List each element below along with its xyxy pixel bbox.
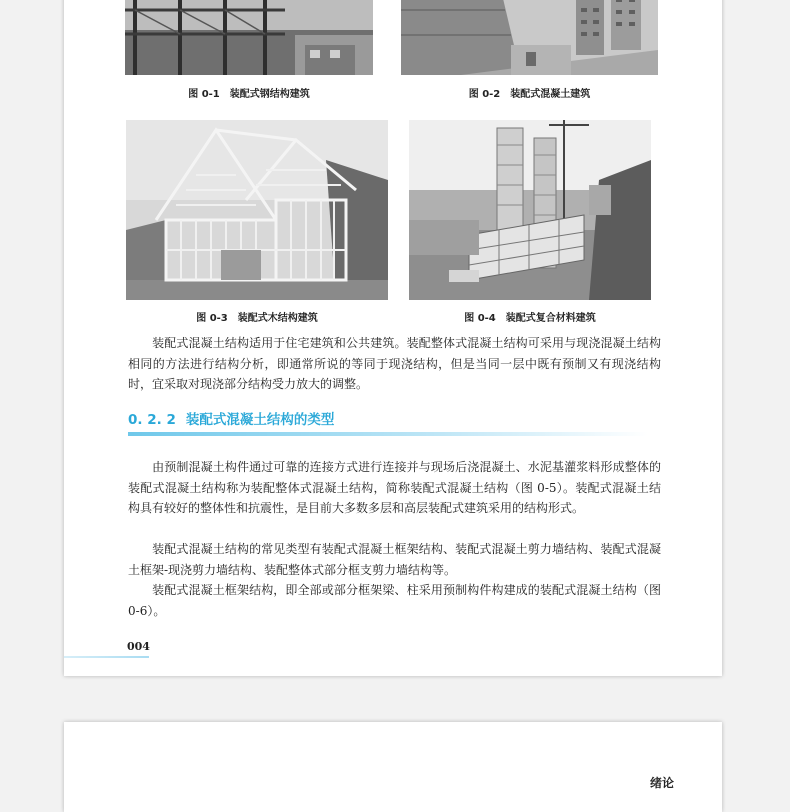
figure-title: 装配式复合材料建筑 <box>505 313 596 324</box>
figure-0-2-caption <box>401 85 658 100</box>
figure-0-1-caption <box>125 85 373 100</box>
body-paragraph-text: 由预制混凝土构件通过可靠的连接方式进行连接并与现场后浇混凝土、水泥基灌浆料形成整体的装配式混凝土结构称为装配整体式混凝土结构，简称装配式混凝土结构（图 0-5）。装配式混凝土结构具有较好的整体性和抗震性，是目前大多数多层和高层装配式建筑采用的结构形式。 <box>128 460 661 515</box>
intro-paragraph-text: 装配式混凝土结构适用于住宅建筑和公共建筑。装配整体式混凝土结构可采用与现浇混凝土结构相同的方法进行结构分析，即通常所说的等同于现浇结构，但是当同一层中既有预制又有现浇结构时，宜采取对现浇部分结构受力放大的调整。 <box>128 336 661 391</box>
figure-0-3-caption <box>126 309 388 324</box>
figure-0-1-photo <box>125 0 373 75</box>
page-number-rule <box>64 656 149 658</box>
figure-number: 图 0-1 <box>188 89 220 100</box>
wood-frame-image <box>126 120 388 300</box>
figure-number: 图 0-4 <box>464 313 496 324</box>
page-number: 004 <box>127 640 150 653</box>
figure-number: 图 0-2 <box>468 89 501 100</box>
section-underline <box>128 432 648 436</box>
next-document-page <box>64 722 722 812</box>
figure-title: 装配式混凝土建筑 <box>510 89 591 100</box>
figure-number: 图 0-3 <box>196 313 228 324</box>
figure-0-2-photo <box>401 0 658 75</box>
body-paragraph-text: 装配式混凝土结构的常见类型有装配式混凝土框架结构、装配式混凝土剪力墙结构、装配式混凝土框架-现浇剪力墙结构、装配整体式部分框支剪力墙结构等。 <box>128 542 661 577</box>
body-paragraph <box>128 457 661 519</box>
figure-title: 装配式钢结构建筑 <box>229 89 310 100</box>
section-heading <box>128 408 334 428</box>
figure-0-4-caption <box>409 309 651 324</box>
section-title-text: 装配式混凝土结构的类型 <box>185 412 335 428</box>
composite-building-image <box>409 120 651 300</box>
intro-paragraph <box>128 333 661 395</box>
concrete-building-image <box>401 0 658 75</box>
body-paragraph <box>128 539 661 580</box>
figure-0-3-photo <box>126 120 388 300</box>
figure-0-4-photo <box>409 120 651 300</box>
body-paragraph <box>128 580 661 621</box>
running-head: 绪论 <box>649 776 674 790</box>
section-number: 0. 2. 2 <box>128 412 176 428</box>
body-paragraph-text: 装配式混凝土框架结构，即全部或部分框架梁、柱采用预制构件构建成的装配式混凝土结构（图 0-6）。 <box>128 583 661 618</box>
steel-structure-image <box>125 0 373 75</box>
figure-title: 装配式木结构建筑 <box>237 313 318 324</box>
document-page <box>64 0 722 676</box>
